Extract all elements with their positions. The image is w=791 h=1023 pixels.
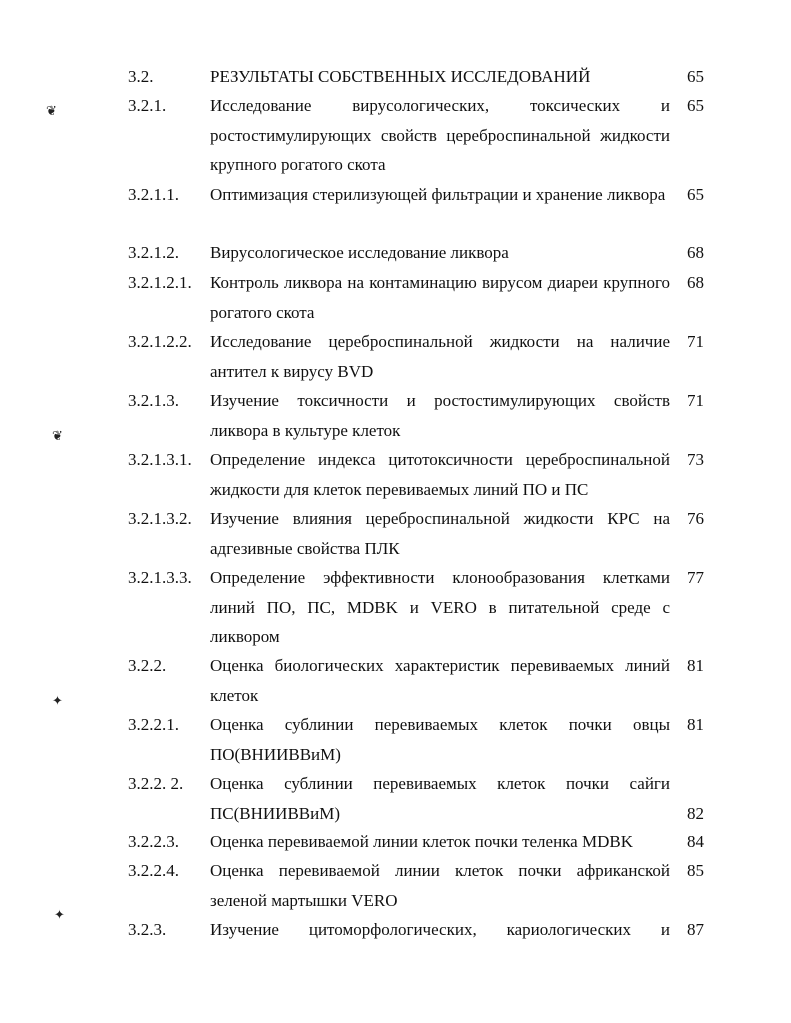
section-number: 3.2.1. <box>128 96 167 115</box>
scan-mark-icon: ❦ <box>46 104 57 119</box>
section-title: Изучение цитоморфологических, кариологических и <box>210 920 670 939</box>
section-number: 3.2. <box>128 67 154 86</box>
section-title: Изучение влияния цереброспинальной жидкости КРС на адгезивные свойства ПЛК <box>210 509 670 558</box>
section-title: Оценка перевиваемой линии клеток почки африканской зеленой мартышки VERO <box>210 861 670 910</box>
section-number: 3.2.3. <box>128 920 167 939</box>
section-number: 3.2.2.1. <box>128 715 179 734</box>
scan-mark-icon: ✦ <box>52 694 63 709</box>
section-number: 3.2.1.3.2. <box>128 509 192 528</box>
page-number: 65 <box>687 96 704 115</box>
page-number: 71 <box>687 332 704 351</box>
section-title: Оценка сублинии перевиваемых клеток почки овцы ПО(ВНИИВВиМ) <box>210 715 670 764</box>
section-number: 3.2.1.2.1. <box>128 273 192 292</box>
section-title: Оценка биологических характеристик перевиваемых линий клеток <box>210 656 670 705</box>
page-number: 68 <box>687 243 704 262</box>
section-number: 3.2.1.3. <box>128 391 179 410</box>
page-number: 82 <box>687 803 704 823</box>
section-number: 3.2.1.3.1. <box>128 450 192 469</box>
section-title: Оценка перевиваемой линии клеток почки теленка MDBK <box>210 832 633 851</box>
section-number: 3.2.1.1. <box>128 185 179 204</box>
section-number: 3.2.1.2. <box>128 243 179 262</box>
section-title: Оценка сублинии перевиваемых клеток почки сайги ПС(ВНИИВВиМ) <box>210 774 670 823</box>
page-number: 85 <box>687 861 704 880</box>
section-title: Исследование цереброспинальной жидкости на наличие антител к вирусу BVD <box>210 332 670 381</box>
page-number: 81 <box>687 656 704 675</box>
section-title: Определение индекса цитотоксичности цереброспинальной жидкости для клеток перевиваемых линий ПО и ПС <box>210 450 670 499</box>
page-number: 65 <box>687 185 704 204</box>
section-number: 3.2.2. <box>128 656 167 675</box>
page-number: 73 <box>687 450 704 469</box>
page-number: 81 <box>687 715 704 734</box>
section-title: Оптимизация стерилизующей фильтрации и хранение ликвора <box>210 185 666 204</box>
scan-mark-icon: ❦ <box>52 429 63 444</box>
section-number: 3.2.1.2.2. <box>128 332 192 351</box>
page-number: 87 <box>687 920 704 939</box>
section-title: РЕЗУЛЬТАТЫ СОБСТВЕННЫХ ИССЛЕДОВАНИЙ <box>210 67 591 86</box>
section-number: 3.2.2.4. <box>128 861 179 880</box>
section-title: Изучение токсичности и ростостимулирующих свойств ликвора в культуре клеток <box>210 391 670 440</box>
page-number: 76 <box>687 509 704 528</box>
section-title: Контроль ликвора на контаминацию вирусом диареи крупного рогатого скота <box>210 273 670 322</box>
section-title: Исследование вирусологических, токсических и ростостимулирующих свойств цереброспинальной жидкости крупного рогатого скота <box>210 96 670 174</box>
page-number: 68 <box>687 273 704 292</box>
section-title: Определение эффективности клонообразования клетками линий ПО, ПС, MDBK и VERO в питательной среде с ликвором <box>210 568 670 646</box>
page-number: 65 <box>687 67 704 86</box>
section-number: 3.2.2. 2. <box>128 774 184 793</box>
page-number: 84 <box>687 832 704 851</box>
section-number: 3.2.1.3.3. <box>128 568 192 587</box>
page-number: 71 <box>687 391 704 410</box>
section-title: Вирусологическое исследование ликвора <box>210 243 509 262</box>
scan-mark-icon: ✦ <box>54 908 65 923</box>
page-number: 77 <box>687 568 704 587</box>
section-number: 3.2.2.3. <box>128 832 179 851</box>
